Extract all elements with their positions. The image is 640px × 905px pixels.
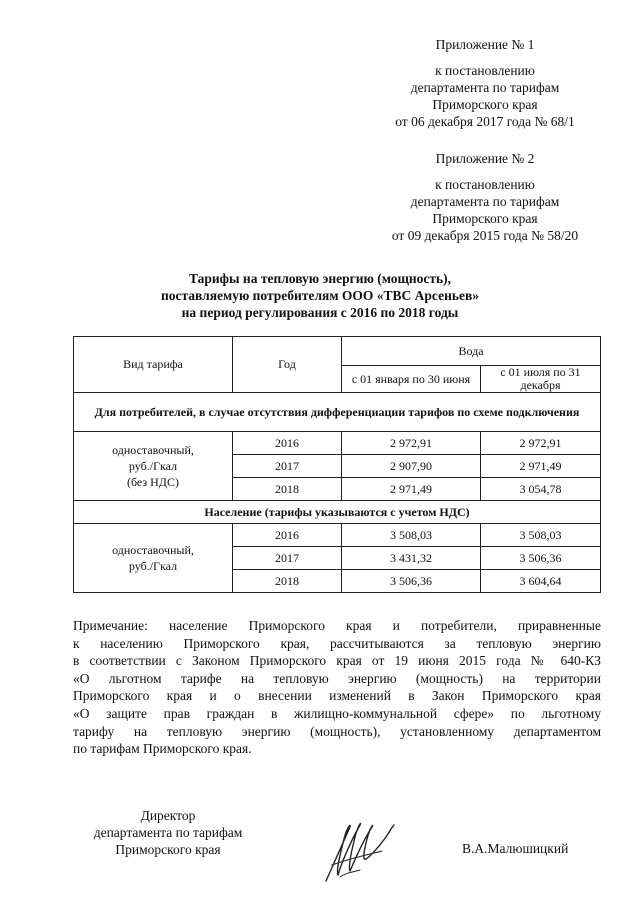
value-cell: 3 431,32 <box>342 547 481 570</box>
section-header-row <box>74 393 601 432</box>
tariff-type-line: одноставочный, <box>112 443 194 457</box>
appendix-1-number: Приложение № 1 <box>435 37 535 52</box>
year-cell: 2018 <box>233 570 342 593</box>
title-line: поставляемую потребителям ООО «ТВС Арсеньев» <box>160 288 480 303</box>
appendix-1-block <box>360 36 610 130</box>
value-cell: 3 508,03 <box>342 524 481 547</box>
note-line: в соответствии с Законом Приморского края от 19 июня 2015 года № 640-КЗ <box>73 653 601 669</box>
signatory-name: В.А.Малюшицкий <box>462 841 569 856</box>
appendix-1-line: от 06 декабря 2017 года № 68/1 <box>395 114 575 129</box>
note-line: Примечание: население Приморского края и потребители, приравненные <box>73 618 601 633</box>
note-line: к населению Приморского края, рассчитываются за тепловую энергию <box>73 635 601 651</box>
tariff-type-cell <box>74 432 233 501</box>
year-cell: 2017 <box>233 547 342 570</box>
appendix-2-line: от 09 декабря 2015 года № 58/20 <box>391 228 579 243</box>
header-tariff-type: Вид тарифа <box>74 337 233 393</box>
year-cell: 2016 <box>233 432 342 455</box>
value-cell: 3 508,03 <box>481 524 601 547</box>
tariff-type-cell <box>74 524 233 593</box>
appendix-2-line: к постановлению <box>435 177 535 192</box>
title-line: на период регулирования с 2016 по 2018 годы <box>181 305 459 320</box>
value-cell: 2 972,91 <box>481 432 601 455</box>
appendix-1-line: Приморского края <box>432 97 538 112</box>
appendix-1-line: к постановлению <box>435 63 535 78</box>
section-title: Население (тарифы указываются с учетом НДС) <box>74 501 601 524</box>
tariff-type-line: (без НДС) <box>126 475 179 489</box>
appendix-1-line: департамента по тарифам <box>410 80 560 95</box>
tariff-type-line: руб./Гкал <box>128 459 178 473</box>
appendix-2-number: Приложение № 2 <box>435 151 535 166</box>
note-line: тарифу на тепловую энергию (мощность), установленному департаментом <box>73 723 601 739</box>
handwritten-signature-icon <box>320 815 395 885</box>
year-cell: 2016 <box>233 524 342 547</box>
value-cell: 2 972,91 <box>342 432 481 455</box>
position-line: департамента по тарифам <box>93 825 243 840</box>
value-cell: 3 506,36 <box>481 547 601 570</box>
year-cell: 2017 <box>233 455 342 478</box>
appendix-2-block <box>360 150 610 244</box>
tariff-type-line: одноставочный, <box>112 543 194 557</box>
table-row <box>74 432 601 455</box>
position-line: Приморского края <box>115 842 221 857</box>
note-line: по тарифам Приморского края. <box>73 741 252 757</box>
header-period-2: с 01 июля по 31 декабря <box>481 366 601 393</box>
value-cell: 2 971,49 <box>481 455 601 478</box>
tariff-table <box>73 336 601 593</box>
header-year: Год <box>233 337 342 393</box>
header-water: Вода <box>342 337 601 366</box>
value-cell: 3 506,36 <box>342 570 481 593</box>
value-cell: 2 971,49 <box>342 478 481 501</box>
signatory-position <box>73 807 263 858</box>
tariff-type-line: руб./Гкал <box>128 559 178 573</box>
position-line: Директор <box>140 808 196 823</box>
year-cell: 2018 <box>233 478 342 501</box>
section-header-row <box>74 501 601 524</box>
appendix-2-line: Приморского края <box>432 211 538 226</box>
table-header-row <box>74 337 601 366</box>
section-title: Для потребителей, в случае отсутствия дифференциации тарифов по схеме подключения <box>74 393 601 432</box>
document-title <box>60 270 580 321</box>
header-period-1: с 01 января по 30 июня <box>342 366 481 393</box>
value-cell: 2 907,90 <box>342 455 481 478</box>
appendix-2-line: департамента по тарифам <box>410 194 560 209</box>
value-cell: 3 054,78 <box>481 478 601 501</box>
note-line: «О защите прав граждан в жилищно-коммунальной сфере» по льготному <box>73 705 601 721</box>
table-row <box>74 524 601 547</box>
note-line: «О льготном тарифе на тепловую энергию (мощность) на территории <box>73 670 601 686</box>
value-cell: 3 604,64 <box>481 570 601 593</box>
title-line: Тарифы на тепловую энергию (мощность), <box>188 271 452 286</box>
note-paragraph <box>73 617 601 758</box>
note-line: Приморского края и о внесении изменений в Закон Приморского края <box>73 688 601 704</box>
